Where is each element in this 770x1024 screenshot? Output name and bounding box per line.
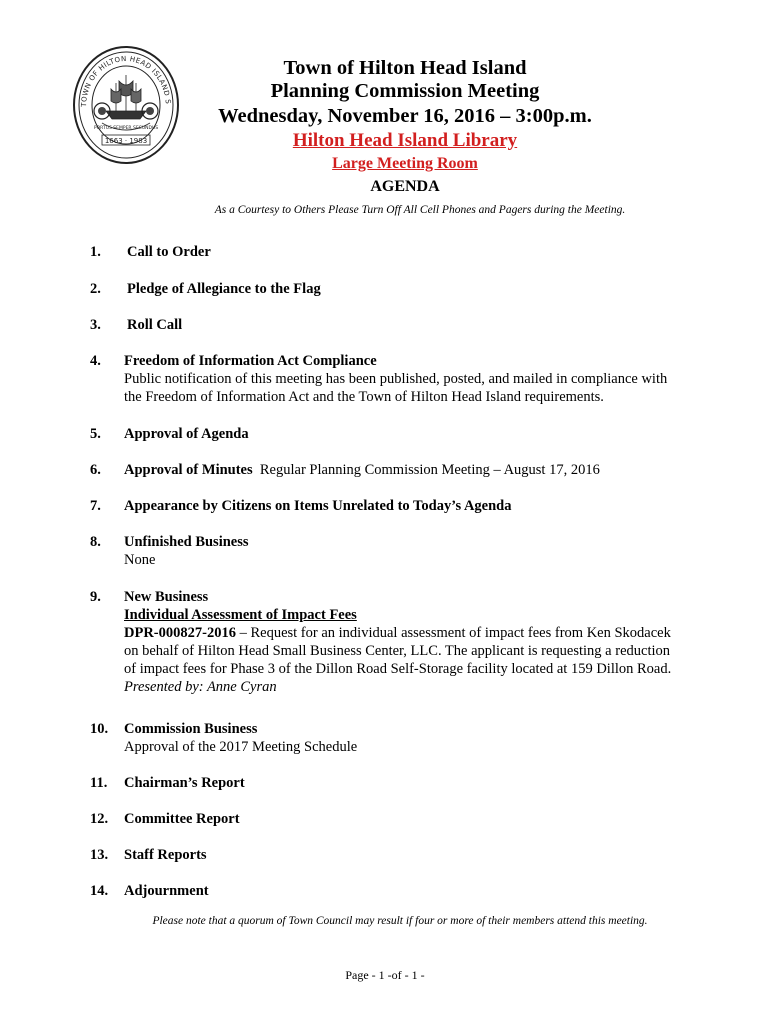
- item-title: Roll Call: [127, 317, 183, 333]
- item-detail-line: of impact fees for Phase 3 of the Dillon Road Self-Storage facility located at 159 Dillon Road.: [124, 661, 672, 677]
- page-number: Page - 1 -of - 1 -: [345, 968, 425, 982]
- agenda-heading: AGENDA: [370, 178, 440, 195]
- case-id: DPR-000827-2016: [124, 625, 236, 641]
- item-number: 5.: [90, 426, 101, 442]
- item-title: Staff Reports: [124, 847, 207, 863]
- item-number: 9.: [90, 589, 101, 605]
- item-title: Committee Report: [124, 811, 240, 827]
- item-detail-line: Approval of the 2017 Meeting Schedule: [124, 739, 358, 755]
- item-number: 8.: [90, 534, 101, 550]
- meeting-name: Planning Commission Meeting: [270, 80, 540, 102]
- presenter: Presented by: Anne Cyran: [124, 679, 277, 695]
- item-title: Adjournment: [124, 883, 209, 899]
- item-number: 7.: [90, 498, 101, 514]
- item-title: Chairman’s Report: [124, 775, 245, 791]
- item-title: New Business: [124, 589, 209, 605]
- item-title: Freedom of Information Act Compliance: [124, 353, 377, 369]
- quorum-note: Please note that a quorum of Town Council may result if four or more of their members attend this meeting.: [152, 915, 648, 927]
- courtesy-notice: As a Courtesy to Others Please Turn Off All Cell Phones and Pagers during the Meeting.: [214, 204, 626, 216]
- item-detail-line: the Freedom of Information Act and the Town of Hilton Head Island requirements.: [124, 389, 604, 405]
- item-number: 10.: [90, 721, 109, 737]
- seal-motto: PORTUS SEMPER SECUNDUS: [93, 126, 159, 131]
- case-description: – Request for an individual assessment of impact fees from Ken Skodacek: [235, 625, 671, 641]
- item-detail-line: Public notification of this meeting has been published, posted, and mailed in compliance with: [124, 371, 668, 387]
- item-number: 12.: [90, 811, 109, 827]
- item-number: 4.: [90, 353, 101, 369]
- item-title: Commission Business: [124, 721, 258, 737]
- item-number: 1.: [90, 244, 101, 260]
- seal-top-text: TOWN OF HILTON HEAD ISLAND S: [79, 54, 172, 108]
- item-detail-line: on behalf of Hilton Head Small Business Center, LLC. The applicant is requesting a reduction: [124, 643, 671, 659]
- item-number: 3.: [90, 317, 101, 333]
- item-title: Approval of Agenda: [124, 426, 249, 442]
- meeting-room: Large Meeting Room: [332, 155, 478, 172]
- item-number: 14.: [90, 883, 109, 899]
- item-title: Appearance by Citizens on Items Unrelated to Today’s Agenda: [124, 498, 512, 514]
- item-detail-line: None: [124, 552, 156, 568]
- page-title: Town of Hilton Head Island: [283, 57, 527, 79]
- item-number: 6.: [90, 462, 101, 478]
- item-number: 11.: [90, 775, 108, 791]
- meeting-date: Wednesday, November 16, 2016 – 3:00p.m.: [218, 105, 592, 127]
- item-title: Unfinished Business: [124, 534, 249, 550]
- item-number: 13.: [90, 847, 109, 863]
- item-number: 2.: [90, 281, 101, 297]
- item-title: Call to Order: [127, 244, 211, 260]
- svg-text:TOWN OF HILTON HEAD ISLAND SOU: [72, 45, 172, 108]
- item-title: Pledge of Allegiance to the Flag: [127, 281, 321, 297]
- meeting-venue: Hilton Head Island Library: [292, 130, 518, 151]
- item-detail: Regular Planning Commission Meeting – August 17, 2016: [259, 462, 600, 478]
- item-title: Approval of Minutes: [124, 462, 253, 478]
- item-subheading: Individual Assessment of Impact Fees: [124, 607, 357, 623]
- seal-years: 1663 · 1983: [104, 137, 148, 145]
